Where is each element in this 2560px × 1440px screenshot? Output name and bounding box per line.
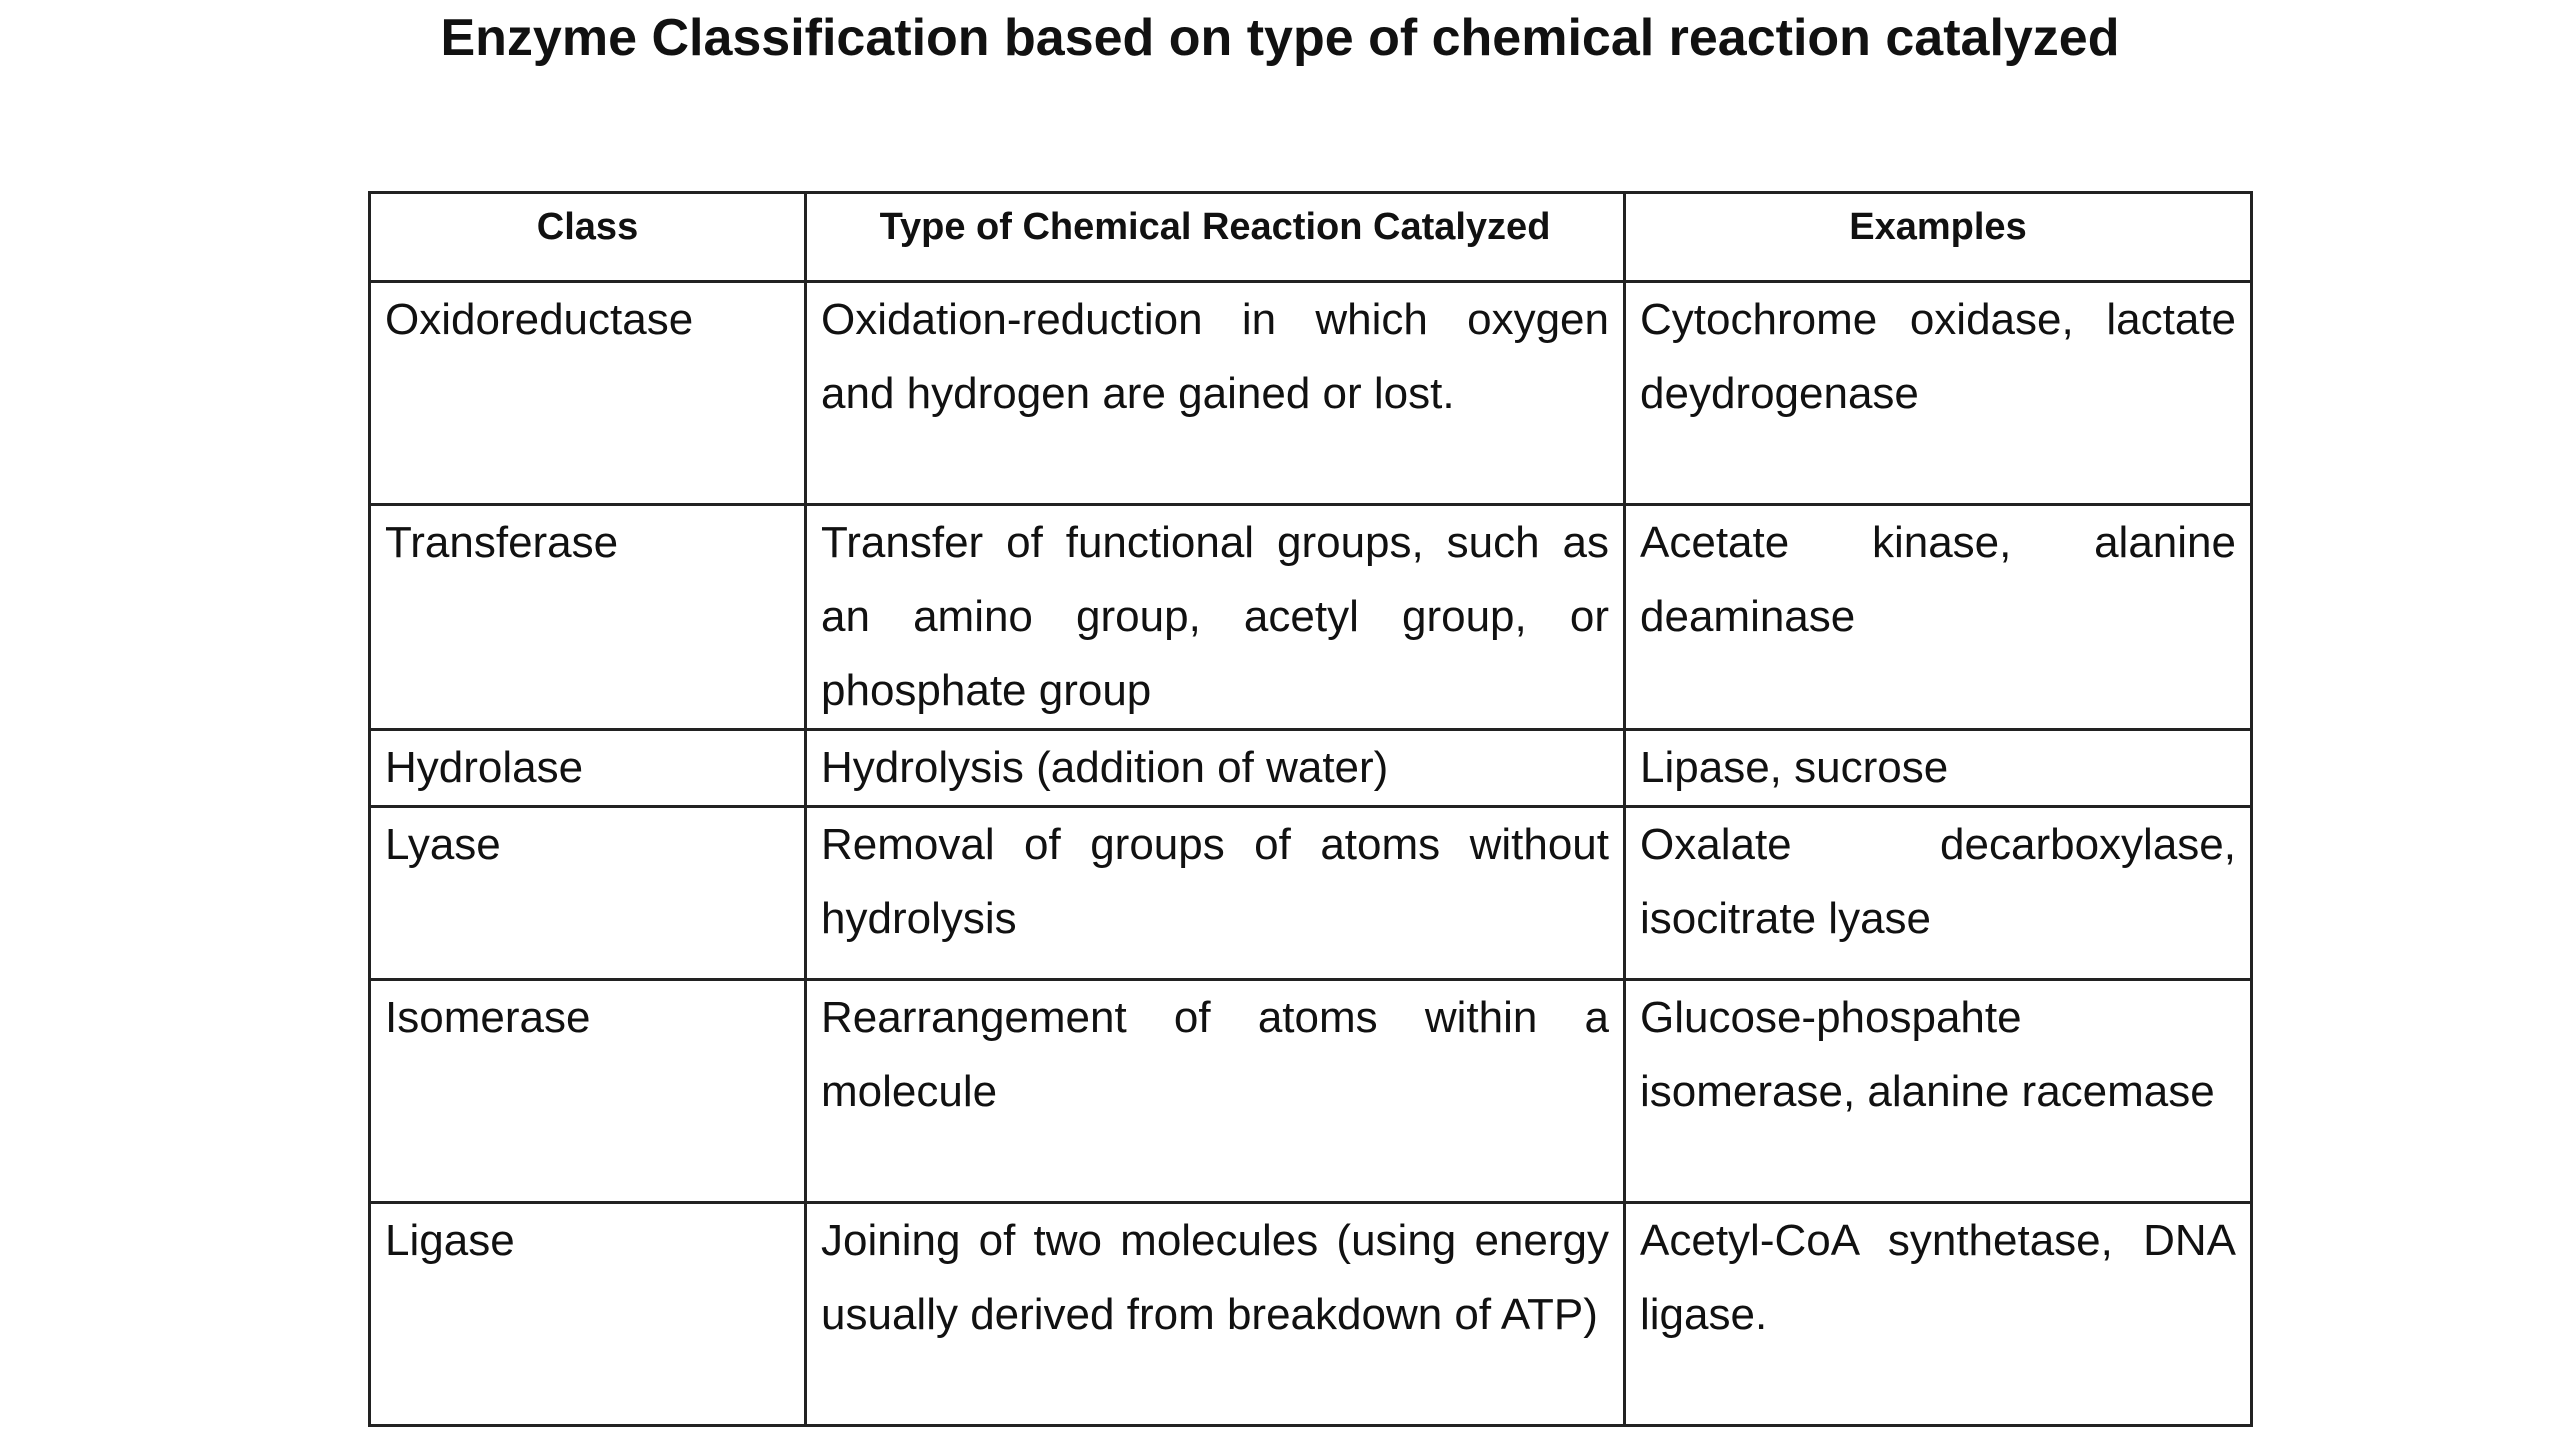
examples-cell: Acetyl-CoA synthetase, DNA ligase. — [1625, 1203, 2252, 1426]
table-row — [370, 730, 2252, 807]
reaction-cell: Oxidation-reduction in which oxygen and hydrogen are gained or lost. — [806, 282, 1625, 505]
class-cell: Ligase — [370, 1203, 806, 1426]
class-cell: Lyase — [370, 807, 806, 980]
table-row — [370, 505, 2252, 730]
reaction-cell: Transfer of functional groups, such as an amino group, acetyl group, or phosphate group — [806, 505, 1625, 730]
reaction-cell: Hydrolysis (addition of water) — [806, 730, 1625, 807]
examples-cell: Glucose-phospahte isomerase, alanine racemase — [1625, 980, 2252, 1203]
column-header-class: Class — [370, 193, 806, 282]
class-cell: Oxidoreductase — [370, 282, 806, 505]
examples-cell: Lipase, sucrose — [1625, 730, 2252, 807]
table-row — [370, 980, 2252, 1203]
class-cell: Isomerase — [370, 980, 806, 1203]
page-title: Enzyme Classification based on type of chemical reaction catalyzed — [440, 9, 2120, 67]
table-row — [370, 807, 2252, 980]
reaction-cell: Rearrangement of atoms within a molecule — [806, 980, 1625, 1203]
class-cell: Transferase — [370, 505, 806, 730]
table-row — [370, 282, 2252, 505]
column-header-reaction: Type of Chemical Reaction Catalyzed — [806, 193, 1625, 282]
column-header-examples: Examples — [1625, 193, 2252, 282]
class-cell: Hydrolase — [370, 730, 806, 807]
examples-cell: Cytochrome oxidase, lactate deydrogenase — [1625, 282, 2252, 505]
table-header-row — [370, 193, 2252, 282]
enzyme-classification-table — [368, 191, 2253, 1427]
reaction-cell: Joining of two molecules (using energy usually derived from breakdown of ATP) — [806, 1203, 1625, 1426]
reaction-cell: Removal of groups of atoms without hydrolysis — [806, 807, 1625, 980]
table-row — [370, 1203, 2252, 1426]
examples-cell: Acetate kinase, alanine deaminase — [1625, 505, 2252, 730]
examples-cell: Oxalate decarboxylase, isocitrate lyase — [1625, 807, 2252, 980]
